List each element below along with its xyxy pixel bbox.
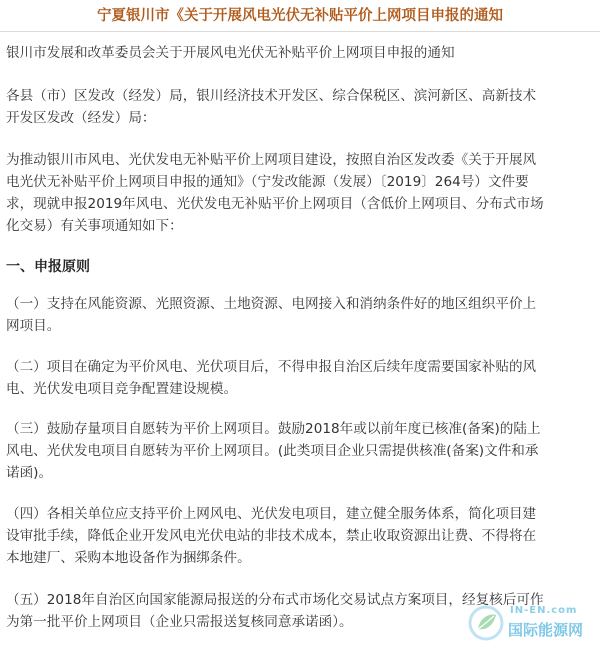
text-line: 网项目。 <box>6 318 61 334</box>
leaf-logo-icon <box>466 603 506 643</box>
watermark-brand: 国际能源网 <box>508 621 584 639</box>
paragraph-principle-4 <box>6 503 592 569</box>
text-line: （四）各相关单位应支持平价上网风电、光伏发电项目，建立健全服务体系，简化项目建 <box>6 506 537 522</box>
text-line: 化交易）有关事项通知如下： <box>6 218 183 234</box>
text-line: 开发区发改（经发）局： <box>6 110 156 126</box>
text-line: （三）鼓励存量项目自愿转为平价上网项目。鼓励2018年或以前年度已核准(备案)的陆上 <box>6 421 541 437</box>
text-line: 电光伏无补贴平价上网项目申报的通知》（宁发改能源（发展）〔2019〕264号）文件要 <box>6 174 529 190</box>
text-line: 诺函)。 <box>6 465 53 481</box>
text-line: （五）2018年自治区向国家能源局报送的分布式市场化交易试点方案项目，经复核后可作 <box>6 592 544 608</box>
text-line: 为推动银川市风电、光伏发电无补贴平价上网项目建设，按照自治区发改委《关于开展风 <box>6 152 537 168</box>
paragraph-principle-1 <box>6 293 592 337</box>
text-line: 银川市发展和改革委员会关于开展风电光伏无补贴平价上网项目申报的通知 <box>6 45 455 61</box>
title-divider <box>0 31 600 32</box>
paragraph-intro <box>6 149 592 237</box>
paragraph-addressees <box>6 85 592 129</box>
section-heading <box>6 256 592 278</box>
paragraph-notice-title <box>6 42 592 64</box>
paragraph-principle-3 <box>6 418 592 484</box>
text-line: （二）项目在确定为平价风电、光伏项目后，不得申报自治区后续年度需要国家补贴的风 <box>6 359 537 375</box>
text-line: 本地建厂、采购本地设备作为捆绑条件。 <box>6 550 251 566</box>
text-line: 电、光伏发电项目竞争配置建设规模。 <box>6 381 238 397</box>
text-line: 风电、光伏发电项目自愿转为平价上网项目。(此类项目企业只需提供核准(备案)文件和承 <box>6 443 539 459</box>
text-line: 求，现就申报2019年风电、光伏发电无补贴平价上网项目（含低价上网项目、分布式市场 <box>6 196 544 212</box>
text-line: 设审批手续，降低企业开发风电光伏电站的非技术成本，禁止收取资源出让费、不得将在 <box>6 528 537 544</box>
paragraph-principle-2 <box>6 356 592 400</box>
heading-text: 一、申报原则 <box>6 259 90 275</box>
document-title: 宁夏银川市《关于开展风电光伏无补贴平价上网项目申报的通知 <box>97 8 503 24</box>
text-line: （一）支持在风能资源、光照资源、土地资源、电网接入和消纳条件好的地区组织平价上 <box>6 296 537 312</box>
text-line: 各县（市）区发改（经发）局，银川经济技术开发区、综合保税区、滨河新区、高新技术 <box>6 88 537 104</box>
watermark <box>466 601 596 645</box>
text-line: 为第一批平价上网项目（企业只需报送复核同意承诺函）。 <box>6 614 353 630</box>
watermark-domain: IN-EN.com <box>510 605 578 616</box>
